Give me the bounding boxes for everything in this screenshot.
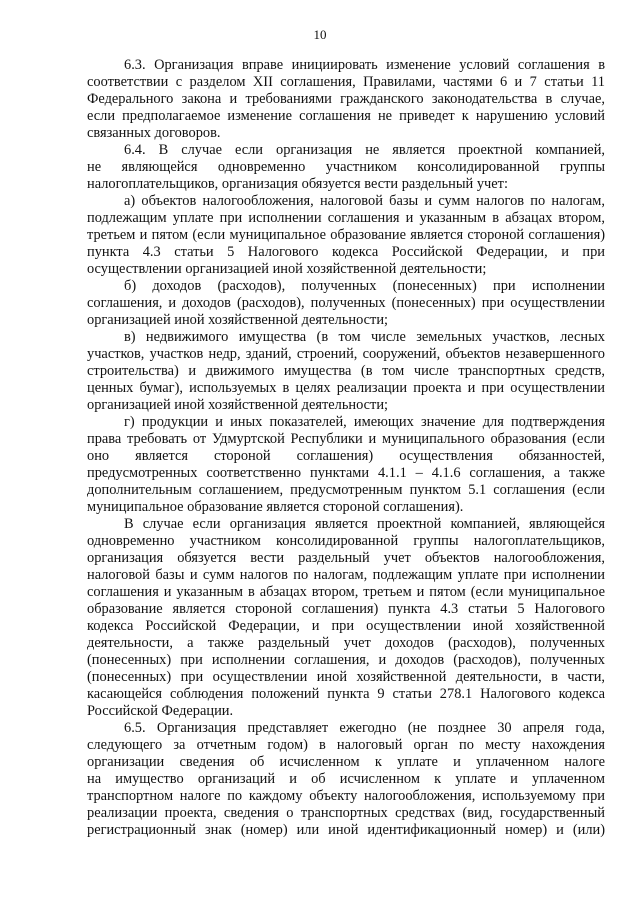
text-line: налоговой базы и сумм налогов по налогам, подлежащим уплате при исполнении	[87, 567, 605, 583]
text-line: регистрационный знак (номер) или иной идентификационный номер) и (или)	[87, 822, 605, 838]
text-line: не являющейся одновременно участником консолидированной группы	[87, 159, 605, 175]
document-body	[87, 57, 605, 839]
text-line: 6.3. Организация вправе инициировать изменение условий соглашения в	[124, 57, 605, 73]
text-line: связанных договоров.	[87, 125, 221, 141]
text-line: организацией иной хозяйственной деятельности;	[87, 397, 389, 413]
text-line: 6.4. В случае если организация не является проектной компанией,	[124, 142, 605, 158]
text-line: подлежащим уплате при исполнении соглашения и указанным в абзацах втором,	[87, 210, 605, 226]
text-line: г) продукции и иных показателей, имеющих значение для подтверждения	[124, 414, 605, 430]
text-line: ценных бумаг), используемых в целях реализации проекта и при осуществлении	[87, 380, 605, 396]
text-line: в) недвижимого имущества (в том числе земельных участков, лесных	[124, 329, 605, 345]
text-line: организация обязуется вести раздельный учет объектов налогообложения,	[87, 550, 605, 566]
text-line: строительства) и движимого имущества (в том числе транспортных средств,	[87, 363, 605, 379]
text-line: реализации проекта, сведения о транспортных средствах (вид, государственный	[87, 805, 605, 821]
text-line: кодекса Российской Федерации, и при осуществлении иной хозяйственной	[87, 618, 605, 634]
text-line: организации сведения об исчисленном к уплате и уплаченном налоге	[87, 754, 605, 770]
text-line: (понесенных) при исполнении соглашения, и доходов (расходов), полученных	[87, 652, 605, 668]
text-line: оно является стороной соглашения) осуществления обязанностей,	[87, 448, 605, 464]
paragraph-p-6-4	[87, 142, 605, 193]
text-line: 6.5. Организация представляет ежегодно (не позднее 30 апреля года,	[124, 720, 605, 736]
text-line: Федерального закона и требованиями гражданского законодательства в случае,	[87, 91, 605, 107]
paragraph-p-6-5	[87, 720, 605, 839]
text-line: касающейся соблюдения положений пункта 9 статьи 278.1 Налогового кодекса	[87, 686, 605, 702]
text-line: следующего за отчетным годом) в налоговый орган по месту нахождения	[87, 737, 605, 753]
text-line: на имущество организаций и об исчисленном к уплате и уплаченном	[87, 771, 605, 787]
text-line: муниципальное образование является стороной соглашения).	[87, 499, 464, 515]
text-line: если предполагаемое изменение соглашения не приведет к нарушению условий	[87, 108, 605, 124]
paragraph-p-g	[87, 414, 605, 516]
text-line: организацией иной хозяйственной деятельности;	[87, 312, 389, 328]
text-line: пункта 4.3 статьи 5 Налогового кодекса Российской Федерации, и при	[87, 244, 605, 260]
text-line: Российской Федерации.	[87, 703, 234, 719]
text-line: (понесенных) при осуществлении иной хозяйственной деятельности, в части,	[87, 669, 605, 685]
text-line: осуществлении организацией иной хозяйственной деятельности;	[87, 261, 487, 277]
text-line: соглашения, и доходов (расходов), полученных (понесенных) при осуществлении	[87, 295, 605, 311]
text-line: образование является стороной соглашения) пункта 4.3 статьи 5 Налогового	[87, 601, 605, 617]
text-line: налогоплательщиков, организация обязуется вести раздельный учет:	[87, 176, 508, 192]
paragraph-p-project-company	[87, 516, 605, 720]
text-line: предусмотренных соответственно пунктами 4.1.1 – 4.1.6 соглашения, а также	[87, 465, 605, 481]
text-line: участков, участков недр, зданий, строений, сооружений, объектов незавершенного	[87, 346, 605, 362]
paragraph-p-v	[87, 329, 605, 414]
text-line: В случае если организация является проектной компанией, являющейся	[124, 516, 605, 532]
text-line: а) объектов налогообложения, налоговой базы и сумм налогов по налогам,	[124, 193, 605, 209]
paragraph-p-a	[87, 193, 605, 278]
text-line: б) доходов (расходов), полученных (понесенных) при исполнении	[124, 278, 605, 294]
text-line: права требовать от Удмуртской Республики и муниципального образования (если	[87, 431, 605, 447]
text-line: дополнительным соглашением, предусмотренным пунктом 5.1 соглашения (если	[87, 482, 605, 498]
paragraph-p-b	[87, 278, 605, 329]
paragraph-p-6-3	[87, 57, 605, 142]
text-line: деятельности, а также раздельный учет доходов (расходов), полученных	[87, 635, 605, 651]
text-line: соответствии с разделом XII соглашения, Правилами, частями 6 и 7 статьи 11	[87, 74, 605, 90]
text-line: третьем и пятом (если муниципальное образование является стороной соглашения)	[87, 227, 605, 243]
page-number: 10	[313, 27, 327, 42]
text-line: одновременно участником консолидированной группы налогоплательщиков,	[87, 533, 605, 549]
text-line: соглашения и указанным в абзацах втором, третьем и пятом (если муниципальное	[87, 584, 605, 600]
text-line: транспортном налоге по каждому объекту налогообложения, используемому при	[87, 788, 605, 804]
